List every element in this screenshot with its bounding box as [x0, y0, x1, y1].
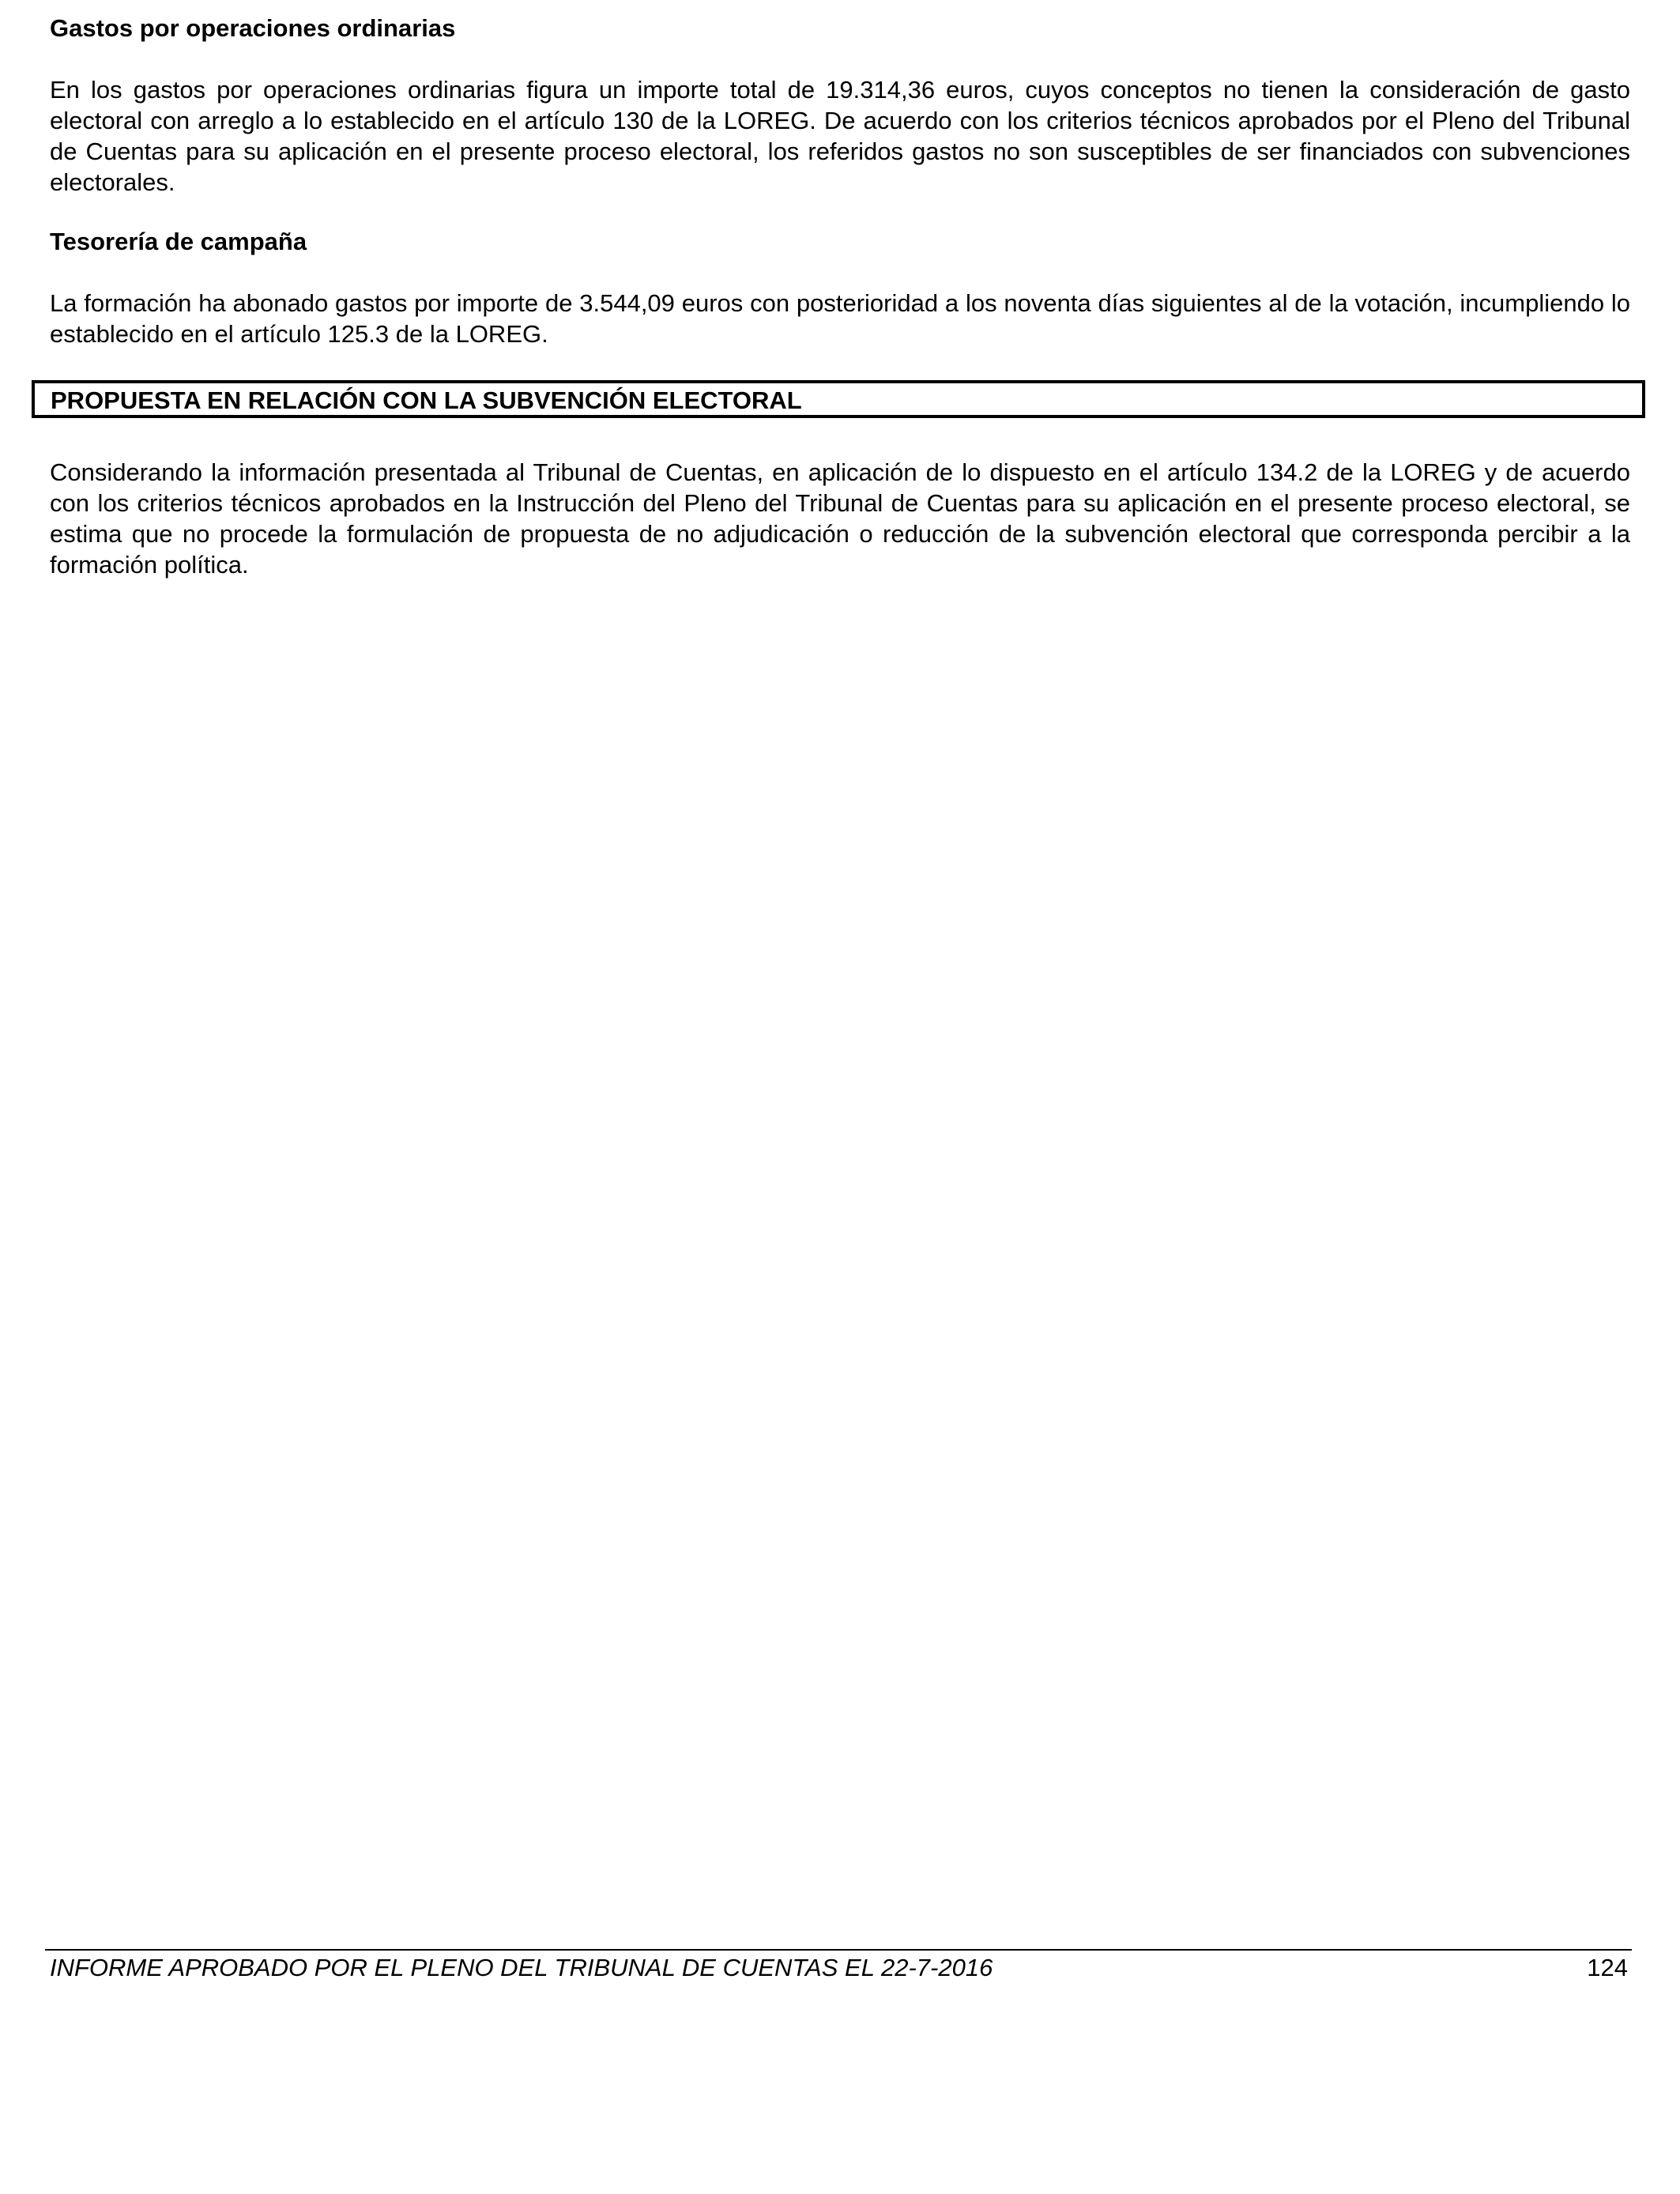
footer-report-note: INFORME APROBADO POR EL PLENO DEL TRIBUNAL DE CUENTAS EL 22-7-2016	[50, 1954, 993, 1981]
boxed-section-title	[32, 380, 1645, 418]
section-heading-tesoreria: Tesorería de campaña	[50, 228, 307, 255]
section-heading-gastos: Gastos por operaciones ordinarias	[50, 14, 456, 42]
paragraph-propuesta: Considerando la información presentada al Tribunal de Cuentas, en aplicación de lo dispuesto en el artículo 134.2 de la LOREG y de acuerdo con los criterios técnicos aprobados en la Instrucción del Pleno del Tribunal de Cuentas para su aplicación en el presente proceso electoral, se estima que no procede la formulación de propuesta de no adjudicación o reducción de la subvención electoral que corresponda percibir a la formación política.	[50, 458, 1630, 579]
footer-divider	[45, 1949, 1632, 1951]
paragraph-tesoreria: La formación ha abonado gastos por importe de 3.544,09 euros con posterioridad a los noventa días siguientes al de la votación, incumpliendo lo establecido en el artículo 125.3 de la LOREG.	[50, 289, 1630, 348]
paragraph-gastos: En los gastos por operaciones ordinarias figura un importe total de 19.314,36 euros, cuyos conceptos no tienen la consideración de gasto electoral con arreglo a lo establecido en el artículo 130 de la LOREG. De acuerdo con los criterios técnicos aprobados por el Pleno del Tribunal de Cuentas para su aplicación en el presente proceso electoral, los referidos gastos no son susceptibles de ser financiados con subvenciones electorales.	[50, 76, 1630, 196]
page-number: 124	[1587, 1954, 1628, 1981]
section-heading-propuesta: PROPUESTA EN RELACIÓN CON LA SUBVENCIÓN ELECTORAL	[51, 386, 802, 414]
